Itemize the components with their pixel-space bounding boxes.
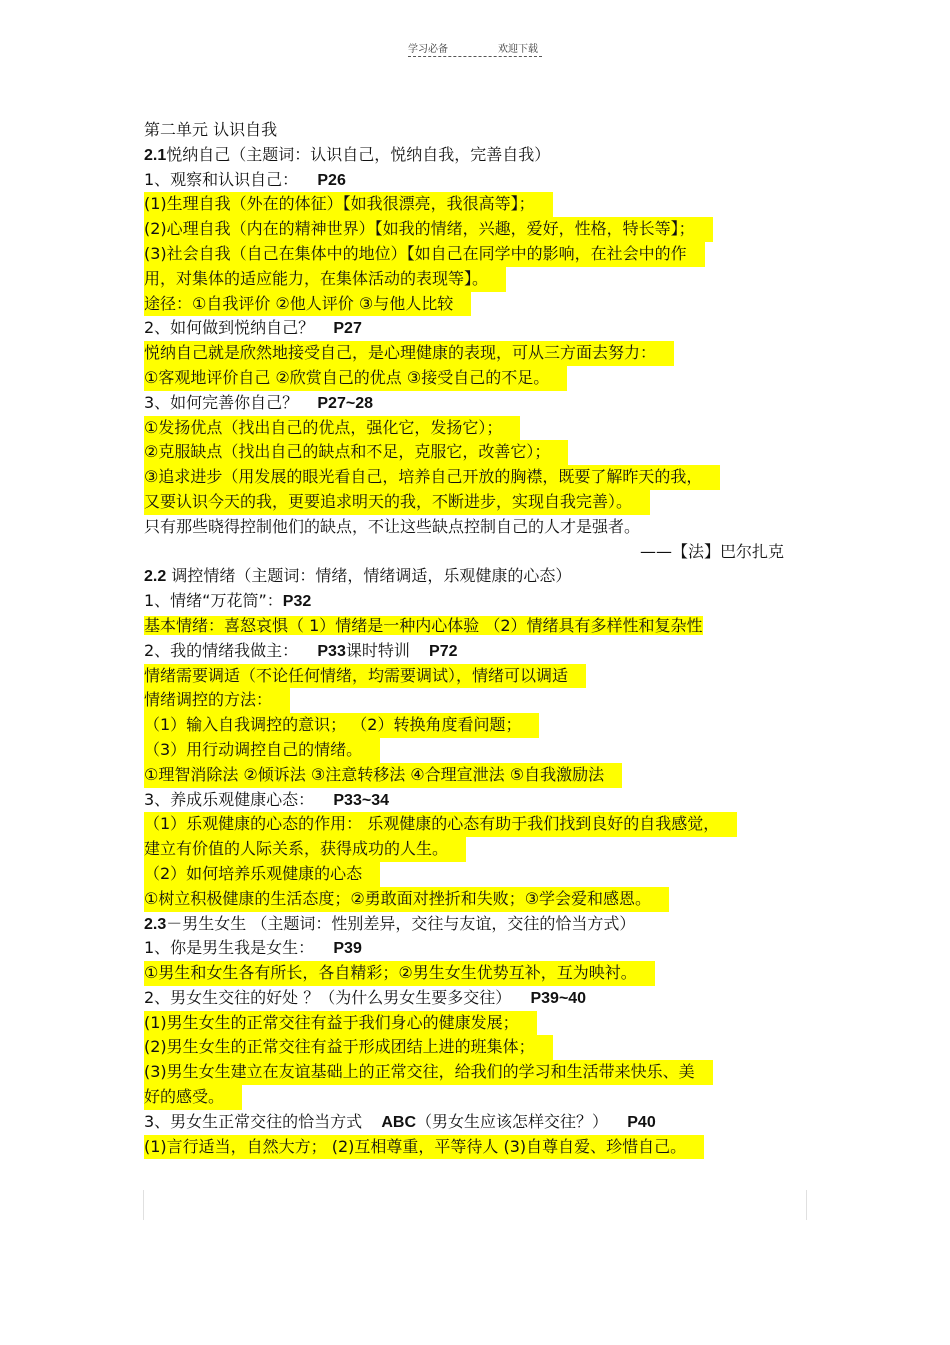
highlighted-line: (3)社会自我（自己在集体中的地位）【如自己在同学中的影响，在社会中的作 (144, 242, 705, 267)
question-text: 1、情绪“万花筒”： (144, 591, 283, 611)
question-text: 2、如何做到悦纳自己？ (144, 318, 315, 338)
question-text: （男女生应该怎样交往？） (416, 1111, 609, 1131)
page-ref: P39~40 (530, 989, 587, 1007)
highlighted-line: ③追求进步（用发展的眼光看自己，培养自己开放的胸襟，既要了解昨天的我， (144, 465, 720, 490)
highlighted-line: （2）如何培养乐观健康的心态 (144, 862, 380, 887)
highlighted-line: 情绪调控的方法： (144, 688, 290, 713)
document-body (144, 118, 814, 1159)
question-text: 3、养成乐观健康心态： (144, 789, 315, 809)
highlighted-line: 用，对集体的适应能力，在集体活动的表现等】。 (144, 267, 506, 292)
page-edge-left (143, 1190, 144, 1220)
highlighted-line: （3）用行动调控自己的情绪。 (144, 738, 380, 763)
highlighted-line: (1)言行适当，自然大方； (2)互相尊重，平等待人 (3)自尊自爱、珍惜自己。 (144, 1135, 704, 1160)
highlighted-line: 建立有价值的人际关系，获得成功的人生。 (144, 837, 466, 862)
emotion-basics-line (144, 614, 814, 639)
question-heading (144, 316, 814, 341)
question-text: 1、你是男生我是女生： (144, 938, 315, 958)
header-right-text: 欢迎下载 (498, 44, 538, 55)
section-heading-2-2 (144, 564, 814, 589)
page-ref: P32 (282, 593, 312, 611)
question-heading (144, 639, 814, 664)
highlighted-line: （1）输入自我调控的意识； （2）转换角度看问题； (144, 713, 539, 738)
question-heading (144, 391, 814, 416)
section-title: 调控情绪（主题词：情绪，情绪调适，乐观健康的心态） (166, 566, 572, 586)
question-heading (144, 168, 814, 193)
page-ref: P27 (333, 320, 362, 338)
question-heading (144, 788, 814, 813)
page-header (408, 38, 542, 57)
highlighted-line: 途径：①自我评价 ②他人评价 ③与他人比较 (144, 292, 471, 317)
unit-title: 第二单元 认识自我 (144, 120, 278, 139)
page-ref: P27~28 (317, 394, 373, 412)
highlighted-line: ①理智消除法 ②倾诉法 ③注意转移法 ④合理宣泄法 ⑤自我激励法 (144, 763, 622, 788)
section-heading-2-1 (144, 143, 814, 168)
question-text: 2、男女生交往的好处 ？（为什么男女生要多交往） (144, 987, 512, 1007)
section-number: 2.1 (144, 146, 167, 164)
page-ref: P40 (627, 1113, 656, 1131)
extra-note: 课时特训 (345, 640, 410, 660)
question-text: 3、男女生正常交往的恰当方式 (144, 1111, 363, 1131)
highlighted-line: (1)生理自我（外在的体征）【如我很漂亮，我很高等】； (144, 192, 553, 217)
section-title: 悦纳自己（主题词：认识自己，悦纳自我，完善自我） (166, 144, 551, 164)
highlighted-line: (3)男生女生建立在友谊基础上的正常交往，给我们的学习和生活带来快乐、美 (144, 1060, 713, 1085)
question-text: 1、观察和认识自己： (144, 169, 299, 189)
quote-text: 只有那些晓得控制他们的缺点，不让这些缺点控制自己的人才是强者。 (144, 516, 641, 536)
highlighted-line: 悦纳自己就是欣然地接受自己，是心理健康的表现，可从三方面去努力： (144, 341, 674, 366)
page-ref: P26 (317, 171, 346, 189)
highlighted-line: (1)男生女生的正常交往有益于我们身心的健康发展； (144, 1011, 537, 1036)
page-ref: P39 (333, 940, 362, 958)
highlighted-line: 情绪需要调适（不论任何情绪，均需要调试），情绪可以调适 (144, 664, 586, 689)
highlighted-line: 好的感受。 (144, 1085, 242, 1110)
highlighted-line: ①男生和女生各有所长，各自精彩；②男生女生优势互补，互为映衬。 (144, 961, 655, 986)
question-text: 3、如何完善你自己？ (144, 392, 299, 412)
highlighted-text: 基本情绪：喜怒哀惧（ 1）情绪是一种内心体验 （2）情绪具有多样性和复杂性 (144, 615, 703, 635)
quote-author: ——【法】巴尔扎克 (639, 541, 784, 561)
header-left-text: 学习必备 (408, 44, 448, 55)
highlighted-line: ②克服缺点（找出自己的缺点和不足，克服它，改善它）； (144, 440, 568, 465)
page-ref: P33~34 (333, 791, 389, 809)
question-heading (144, 936, 814, 961)
highlighted-line: ①发扬优点（找出自己的优点，强化它，发扬它）； (144, 416, 520, 441)
highlighted-line: ①树立积极健康的生活态度；②勇敢面对挫折和失败；③学会爱和感恩。 (144, 887, 669, 912)
question-heading (144, 986, 814, 1011)
page-ref: P33 (317, 642, 346, 660)
page-edge-right (806, 1190, 807, 1220)
highlighted-line: (2)男生女生的正常交往有益于形成团结上进的班集体； (144, 1035, 553, 1060)
question-heading (144, 589, 814, 614)
section-number: 2.2 (144, 568, 167, 586)
highlighted-line: （1）乐观健康的心态的作用： 乐观健康的心态有助于我们找到良好的自我感觉， (144, 812, 737, 837)
highlighted-line: (2)心理自我（内在的精神世界）【如我的情绪，兴趣，爱好，性格，特长等】； (144, 217, 713, 242)
highlighted-line: ①客观地评价自己 ②欣赏自己的优点 ③接受自己的不足。 (144, 366, 567, 391)
question-heading (144, 1110, 814, 1135)
section-title: －男生女生 （主题词：性别差异，交往与友谊，交往的恰当方式） (166, 913, 636, 933)
bold-label: ABC (381, 1113, 417, 1131)
highlighted-line: 又要认识今天的我，更要追求明天的我，不断进步，实现自我完善）。 (144, 490, 650, 515)
question-text: 2、我的情绪我做主： (144, 640, 299, 660)
page-ref: P72 (429, 642, 458, 660)
section-number: 2.3 (144, 915, 167, 933)
section-heading-2-3 (144, 912, 814, 937)
